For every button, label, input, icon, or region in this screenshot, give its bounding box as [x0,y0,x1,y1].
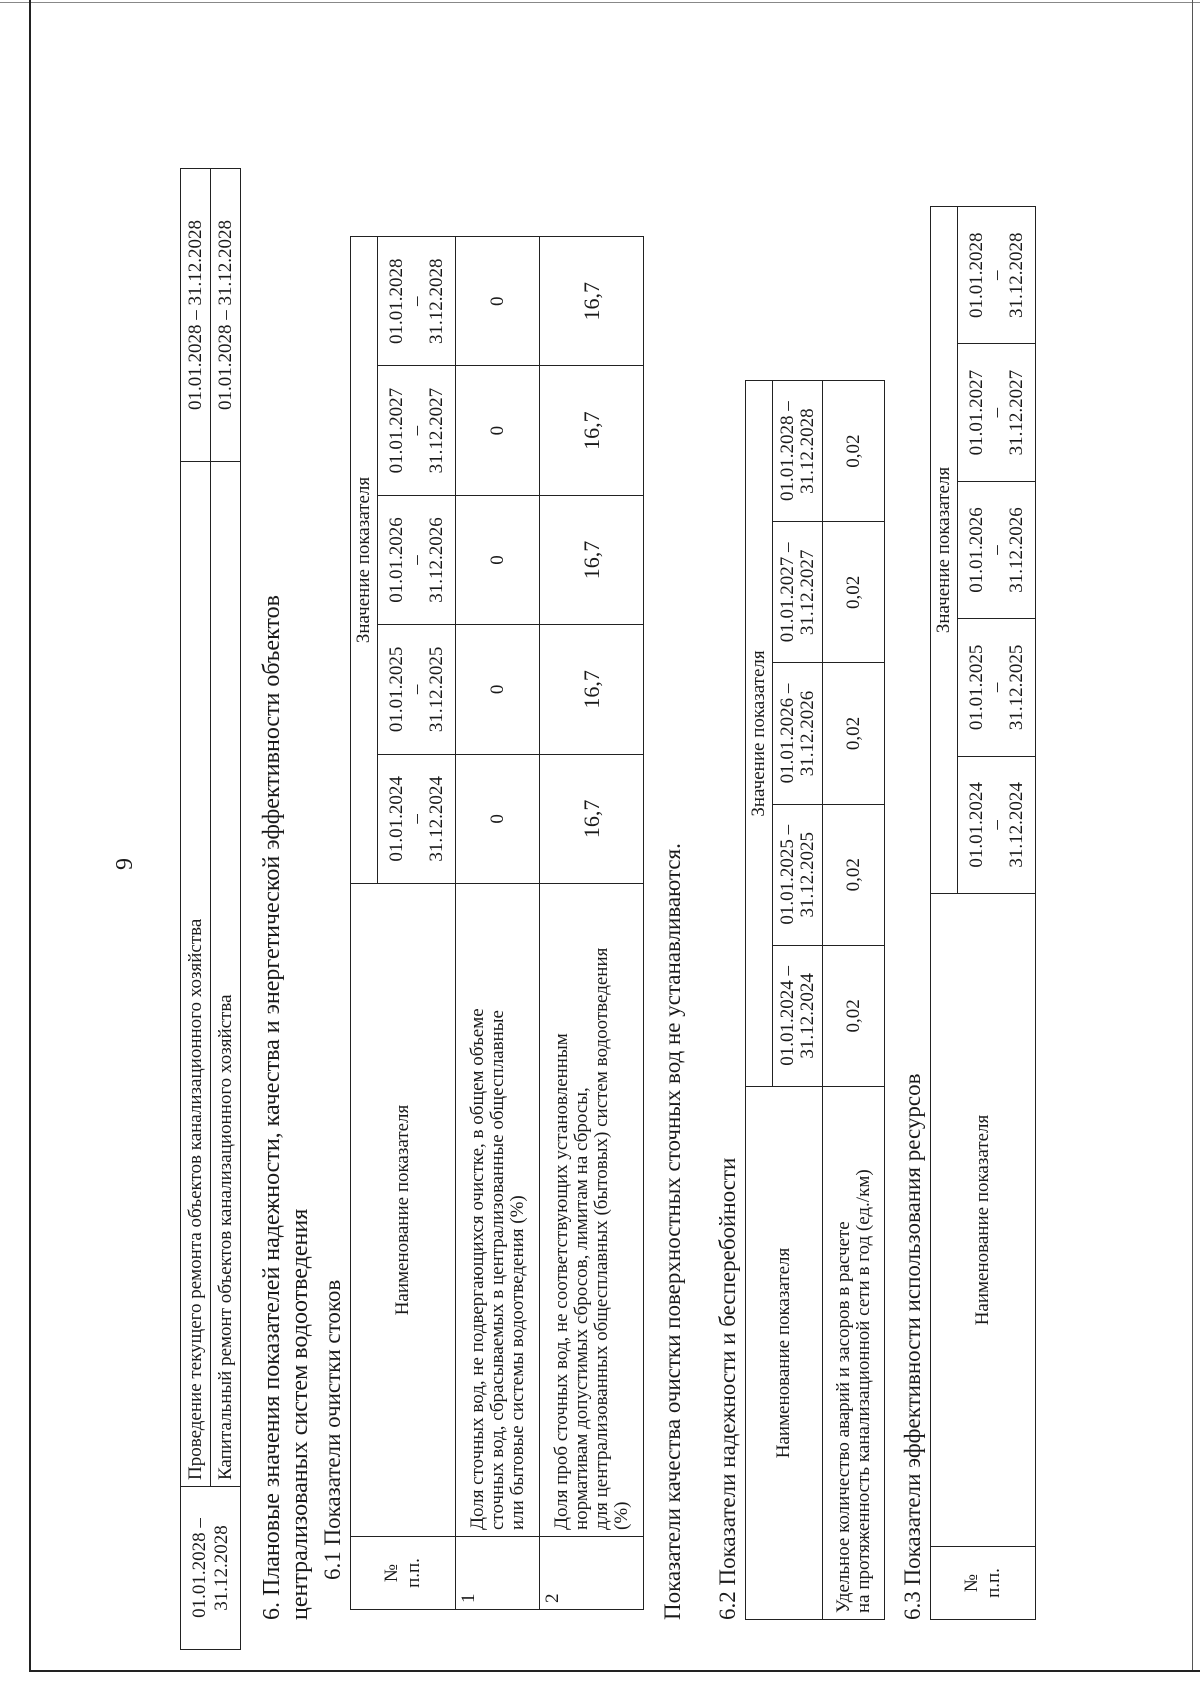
period-header: 01.01.2024 – 31.12.2024 [773,945,823,1086]
row-value: 0 [456,366,540,495]
col-no-header: № п.п. [931,1547,1036,1620]
surface-water-note: Показатели качества очистки поверхностных сточных вод не устанавливаются. [660,843,685,1620]
schedule-row [181,169,211,1650]
table-row [456,237,540,1610]
row-value: 0 [456,754,540,883]
col-value-header: Значение показателя [931,207,958,894]
table-6-3 [930,206,1036,1620]
row-value: 16,7 [540,237,644,366]
period-header: 01.01.2028 – 31.12.2028 [378,237,456,366]
page-number: 9 [112,858,138,870]
period-header: 01.01.2025 – 31.12.2025 [378,625,456,754]
row-value: 16,7 [540,495,644,624]
col-name-header: Наименование показателя [746,1087,823,1620]
row-name: Доля сточных вод, не подвергающихся очистке, в общем объеме сточных вод, сбрасываемых в централизованные общесплавные или бытовые системы водоотведения (%) [456,884,540,1537]
row-name: Доля проб сточных вод, не соответствующих установленным нормативам допустимых сбросов, лимитам на сбросы, для централизованных общесплавных (бытовых) систем водоотведения (%) [540,884,644,1537]
row-name: Удельное количество аварий и засоров в расчете на протяженность канализационной сети в год (ед./км) [823,1087,885,1620]
rotated-document-page [20,40,1180,1660]
period-header: 01.01.2025 – 31.12.2025 [958,619,1036,756]
section-6-heading [258,80,314,1620]
table-6-2-title: 6.2 Показатели надежности и бесперебойности [715,1157,740,1620]
schedule-activity-cell: Капитальный ремонт объектов канализационного хозяйства [211,462,241,1487]
col-value-header: Значение показателя [351,237,378,884]
schedule-period-cell: 01.01.2028 – 31.12.2028 [181,1487,241,1650]
table-6-2 [745,380,885,1620]
period-header: 01.01.2025 – 31.12.2025 [773,804,823,945]
schedule-range-cell: 01.01.2028 – 31.12.2028 [181,169,211,462]
col-value-header: Значение показателя [746,381,773,1087]
period-header: 01.01.2026 – 31.12.2026 [378,495,456,624]
scan-edge-bottom [29,1670,1200,1672]
schedule-row [211,169,241,1650]
section-6-heading-line1: 6. Плановые значения показателей надежности, качества и энергетической эффективности объектов [259,595,285,1620]
row-value: 0,02 [823,522,885,663]
col-no-header: № п.п. [351,1537,456,1610]
table-6-3-title: 6.3 Показатели эффективности использования ресурсов [900,1073,925,1620]
col-name-header: Наименование показателя [351,884,456,1537]
row-no: 1 [456,1537,540,1610]
period-header: 01.01.2026 – 31.12.2026 [958,481,1036,618]
table-6-1 [350,236,644,1610]
row-value: 0 [456,625,540,754]
row-value: 0,02 [823,804,885,945]
table-row [540,237,644,1610]
period-header: 01.01.2027 – 31.12.2027 [958,344,1036,481]
row-value: 0,02 [823,663,885,804]
row-no: 2 [540,1537,644,1610]
period-header: 01.01.2028 – 31.12.2028 [958,207,1036,344]
row-value: 16,7 [540,625,644,754]
schedule-table [180,168,241,1650]
table-6-3-header-row [931,207,958,1620]
period-header: 01.01.2024 – 31.12.2024 [378,754,456,883]
scan-edge-right [1192,0,1193,1672]
table-6-1-header-row [351,237,378,1610]
row-value: 16,7 [540,366,644,495]
period-header: 01.01.2027 – 31.12.2027 [378,366,456,495]
period-header: 01.01.2026 – 31.12.2026 [773,663,823,804]
row-value: 0 [456,495,540,624]
period-header: 01.01.2028 – 31.12.2028 [773,381,823,522]
table-6-1-title: 6.1 Показатели очистки стоков [320,1279,345,1580]
col-name-header: Наименование показателя [931,894,1036,1547]
row-value: 0 [456,237,540,366]
row-value: 0,02 [823,381,885,522]
table-row [823,381,885,1620]
table-6-2-header-row [746,381,773,1620]
period-header: 01.01.2024 – 31.12.2024 [958,756,1036,893]
section-6-heading-line2: централизованых систем водоотведения [287,1208,313,1620]
row-value: 16,7 [540,754,644,883]
schedule-range-cell: 01.01.2028 – 31.12.2028 [211,169,241,462]
schedule-activity-cell: Проведение текущего ремонта объектов канализационного хозяйства [181,462,211,1487]
row-value: 0,02 [823,945,885,1086]
period-header: 01.01.2027 – 31.12.2027 [773,522,823,663]
scan-edge-top [0,2,1200,3]
